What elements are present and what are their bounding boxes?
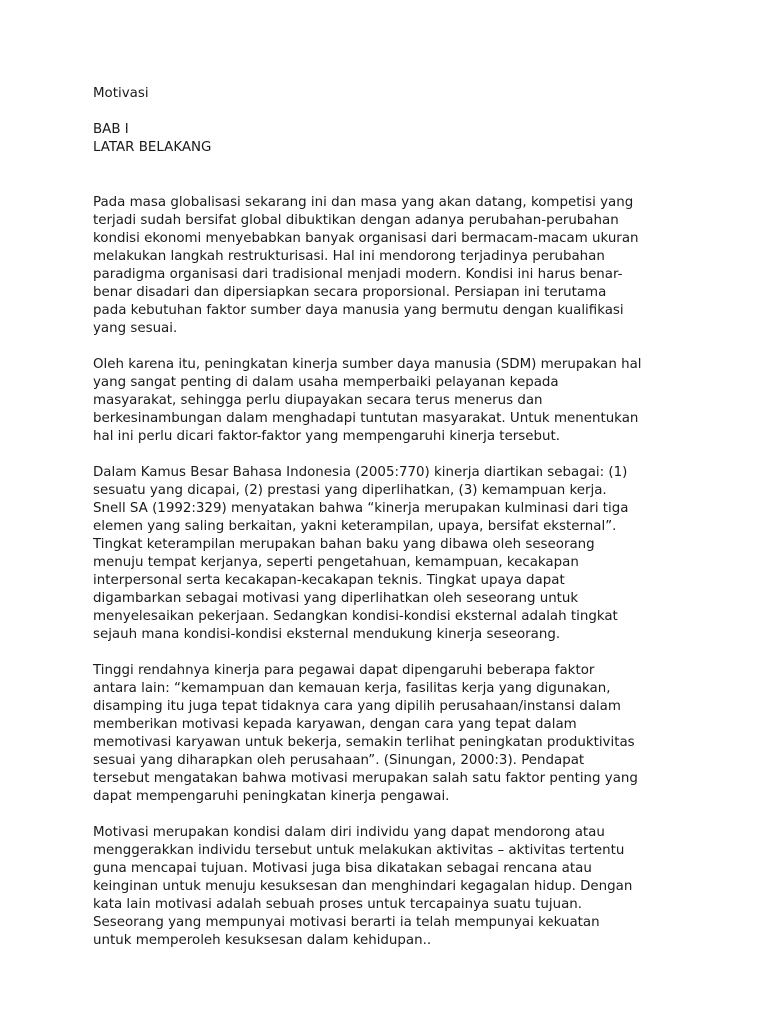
paragraph: Oleh karena itu, peningkatan kinerja sumber daya manusia (SDM) merupakan hal yang sangat penting di dalam usaha memperbaiki pelayanan kepada masyarakat, sehingga perlu diupayakan secara terus menerus dan berkesinambungan dalam menghadapi tuntutan masyarakat. Untuk menentukan hal ini perlu dicari faktor-faktor yang mempengaruhi kinerja tersebut. (93, 357, 642, 444)
chapter-number: BAB I (93, 122, 129, 137)
document-body (93, 85, 683, 950)
paragraph: Tinggi rendahnya kinerja para pegawai dapat dipengaruhi beberapa faktor antara lain: “kemampuan dan kemauan kerja, fasilitas kerja yang digunakan, disamping itu juga tepat tidaknya cara yang dipilih perusahaan/instansi dalam memberikan motivasi kepada karyawan, dengan cara yang tepat dalam memotivasi karyawan untuk bekerja, semakin terlihat peningkatan produktivitas sesuai yang diharapkan oleh perusahaan”. (Sinungan, 2000:3). Pendapat tersebut mengatakan bahwa motivasi merupakan salah satu faktor penting yang dapat mempengaruhi peningkatan kinerja pengawai. (93, 663, 638, 804)
paragraph: Pada masa globalisasi sekarang ini dan masa yang akan datang, kompetisi yang terjadi sudah bersifat global dibuktikan dengan adanya perubahan-perubahan kondisi ekonomi menyebabkan banyak organisasi dari bermacam-macam ukuran melakukan langkah restrukturisasi. Hal ini mendorong terjadinya perubahan paradigma organisasi dari tradisional menjadi modern. Kondisi ini harus benar- benar disadari dan dipersiapkan secara proporsional. Persiapan ini terutama pada kebutuhan faktor sumber daya manusia yang bermutu dengan kualifikasi yang sesuai. (93, 195, 639, 336)
chapter-title: LATAR BELAKANG (93, 140, 212, 155)
paragraph: Motivasi merupakan kondisi dalam diri individu yang dapat mendorong atau menggerakkan individu tersebut untuk melakukan aktivitas – aktivitas tertentu guna mencapai tujuan. Motivasi juga bisa dikatakan sebagai rencana atau keinginan untuk menuju kesuksesan dan menghindari kegagalan hidup. Dengan kata lain motivasi adalah sebuah proses untuk tercapainya suatu tujuan. Seseorang yang mempunyai motivasi berarti ia telah mempunyai kekuatan untuk memperoleh kesuksesan dalam kehidupan.. (93, 825, 633, 948)
paragraph: Dalam Kamus Besar Bahasa Indonesia (2005:770) kinerja diartikan sebagai: (1) sesuatu yang dicapai, (2) prestasi yang diperlihatkan, (3) kemampuan kerja. Snell SA (1992:329) menyatakan bahwa “kinerja merupakan kulminasi dari tiga elemen yang saling berkaitan, yakni keterampilan, upaya, bersifat eksternal”. Tingkat keterampilan merupakan bahan baku yang dibawa oleh seseorang menuju tempat kerjanya, seperti pengetahuan, kemampuan, kecakapan interpersonal serta kecakapan-kecakapan teknis. Tingkat upaya dapat digambarkan sebagai motivasi yang diperlihatkan oleh seseorang untuk menyelesaikan pekerjaan. Sedangkan kondisi-kondisi eksternal adalah tingkat sejauh mana kondisi-kondisi eksternal mendukung kinerja seseorang. (93, 465, 629, 642)
chapter-heading (93, 121, 683, 157)
document-title: Motivasi (93, 86, 149, 101)
